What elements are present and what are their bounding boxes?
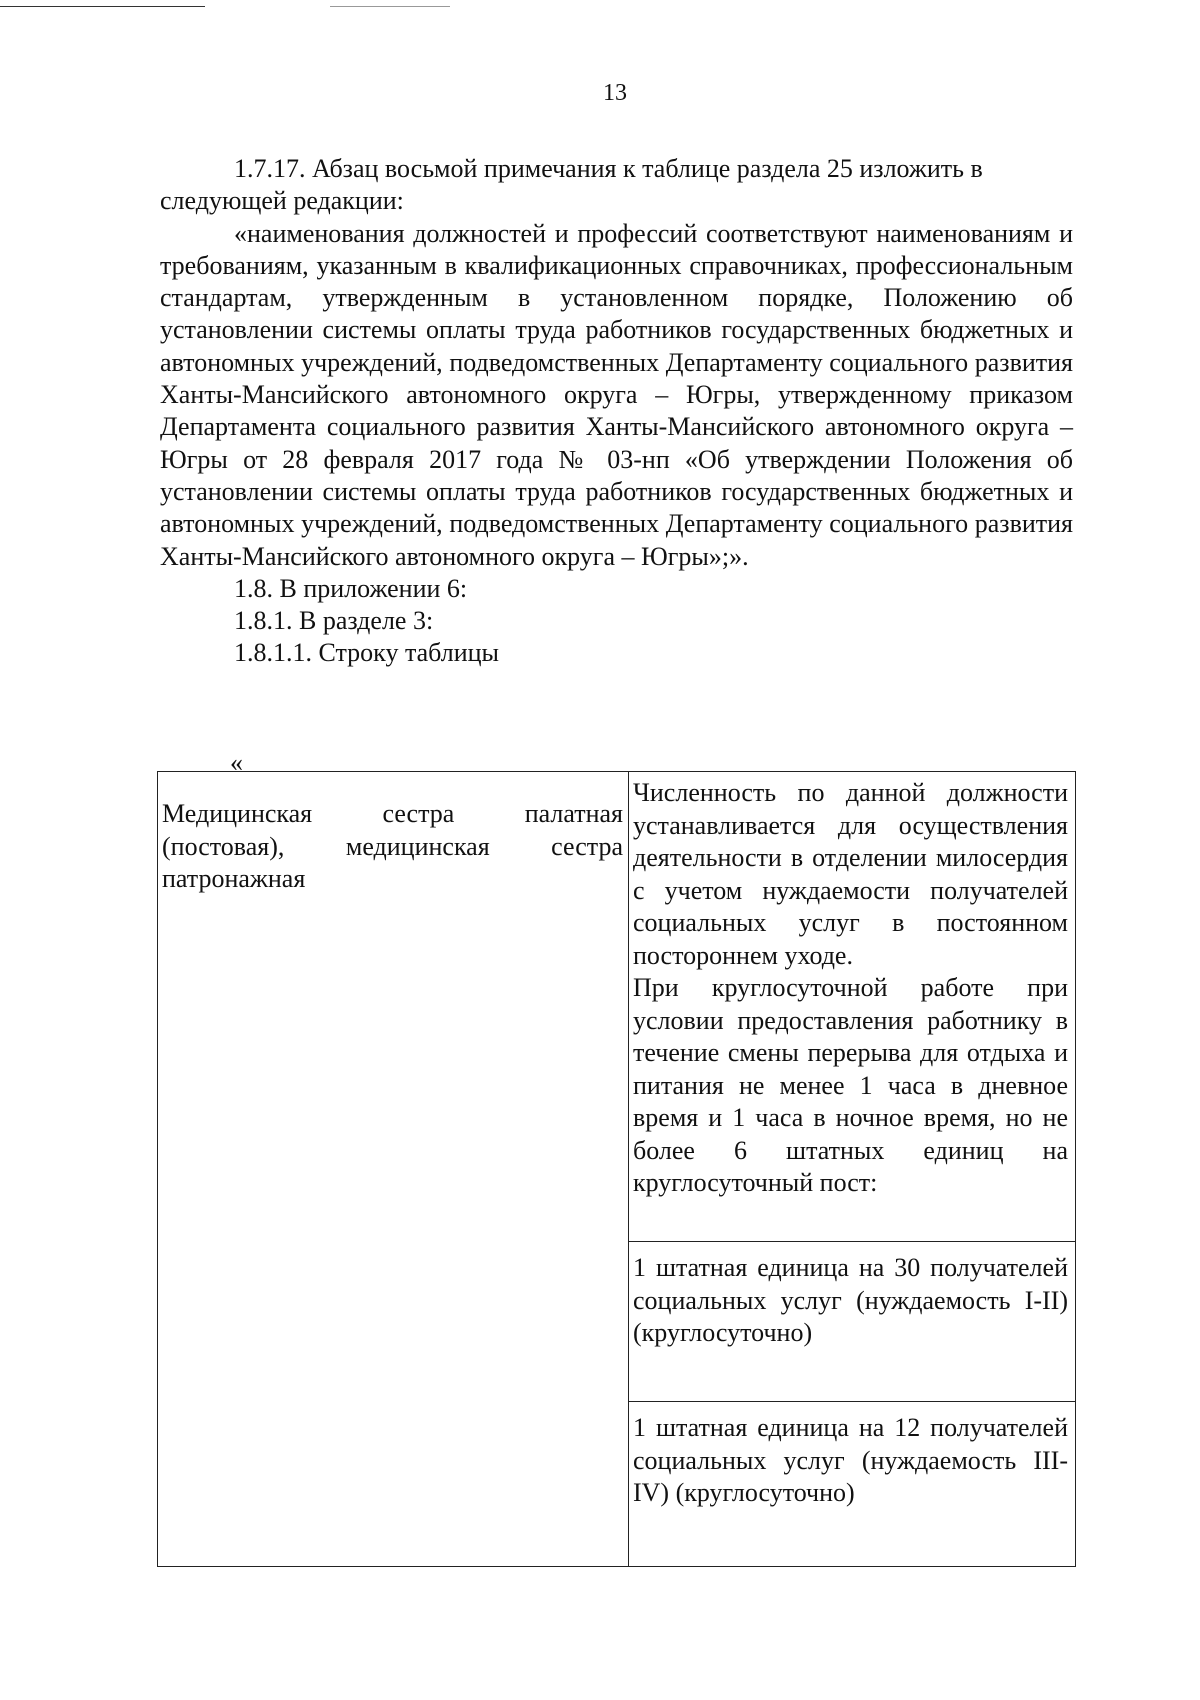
norm-cell-2 [629, 1402, 1076, 1567]
paragraph-quote: «наименования должностей и профессий соответствуют наименованиям и требованиям, указанным в квалификационных справочниках, профессиональным стандартам, утвержденным в установленном порядке, Положению об установлении системы оплаты труда работников государственных бюджетных и автономных учреждений, подведомственных Департаменту социального развития Ханты-Мансийского автономного округа – Югры, утвержденному приказом Департамента социального развития Ханты-Мансийского автономного округа – Югры от 28 февраля 2017 года № 03-нп «Об утверждении Положения об установлении системы оплаты труда работников государственных бюджетных и автономных учреждений, подведомственных Департаменту социального развития Ханты-Мансийского автономного округа – Югры»;». [160, 218, 1073, 571]
position-cell [158, 772, 629, 1567]
paragraph-1-line-1: 1.7.17. Абзац восьмой примечания к таблице раздела 25 изложить в [234, 154, 983, 183]
staffing-rule-cell [629, 772, 1076, 1242]
norm-text-1: 1 штатная единица на 30 получателей социальных услуг (нуждаемость I-II) (круглосуточно) [633, 1253, 1068, 1347]
paragraph-1-8-1: 1.8.1. В разделе 3: [234, 606, 434, 636]
staffing-table [157, 771, 1076, 1567]
staffing-rule-text [629, 772, 1075, 1200]
norm-text-2: 1 штатная единица на 12 получателей социальных услуг (нуждаемость III-IV) (круглосуточно) [633, 1413, 1068, 1507]
top-rule [0, 6, 205, 7]
opening-quote: « [230, 748, 243, 777]
staffing-rule-para-1: Численность по данной должности устанавливается для осуществления деятельности в отделении милосердия с учетом нуждаемости получателей социальных услуг в постоянном постороннем уходе. [633, 778, 1068, 970]
staffing-rule-para-2: При круглосуточной работе при условии предоставления работнику в течение смены перерыва для отдыха и питания не менее 1 часа в дневное время и 1 часа в ночное время, но не более 6 штатных единиц на круглосуточный пост: [633, 973, 1068, 1197]
position-name: Медицинская сестра палатная (постовая), медицинская сестра патронажная [162, 799, 623, 893]
document-body [160, 153, 1073, 670]
table-row [158, 772, 1076, 1242]
paragraph-1-8: 1.8. В приложении 6: [234, 573, 468, 603]
page-number: 13 [603, 80, 627, 106]
norm-cell-1 [629, 1242, 1076, 1402]
paragraph-1-8-1-1: 1.8.1.1. Строку таблицы [234, 638, 500, 668]
paragraph-1-line-2: следующей редакции: [160, 186, 404, 216]
top-rule-faint [330, 6, 450, 7]
